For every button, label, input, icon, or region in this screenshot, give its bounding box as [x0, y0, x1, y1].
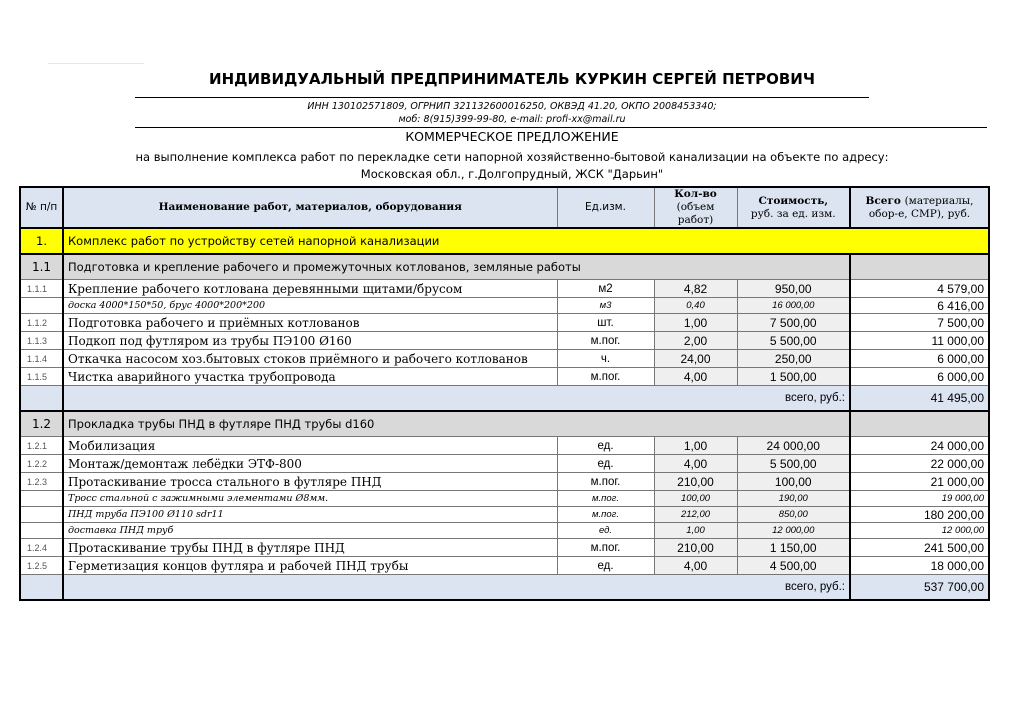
col-header-total-main: Всего — [865, 194, 901, 207]
row-unit: м3 — [557, 298, 654, 314]
section-title: Комплекс работ по устройству сетей напорной канализации — [63, 228, 989, 254]
row-total: 7 500,00 — [850, 314, 989, 332]
row-num: 1.2.5 — [20, 557, 63, 575]
row-num — [20, 491, 63, 507]
subsection-row-2 — [20, 411, 989, 437]
row-total: 19 000,00 — [850, 491, 989, 507]
row-name: Монтаж/демонтаж лебёдки ЭТФ-800 — [63, 455, 557, 473]
table-row — [20, 350, 989, 368]
row-num: 1.1.4 — [20, 350, 63, 368]
subsection-num: 1.2 — [20, 411, 63, 437]
row-name: Чистка аварийного участка трубопровода — [63, 368, 557, 386]
subsection-num: 1.1 — [20, 254, 63, 280]
subtotal-label: всего, руб.: — [63, 386, 850, 412]
row-total: 12 000,00 — [850, 523, 989, 539]
col-header-price-main: Стоимость, — [758, 194, 828, 207]
row-qty: 1,00 — [654, 437, 737, 455]
subtotal-blank — [20, 575, 63, 601]
section-num: 1. — [20, 228, 63, 254]
row-price: 850,00 — [737, 507, 850, 523]
table-row — [20, 523, 989, 539]
row-name: ПНД труба ПЭ100 Ø110 sdr11 — [63, 507, 557, 523]
row-name: Крепление рабочего котлована деревянными щитами/брусом — [63, 280, 557, 298]
row-qty: 210,00 — [654, 473, 737, 491]
row-price: 5 500,00 — [737, 455, 850, 473]
company-contacts: моб: 8(915)399-99-80, e-mail: profi-xx@mail.ru — [398, 114, 626, 125]
row-unit: м2 — [557, 280, 654, 298]
estimate-table — [19, 186, 990, 601]
table-row — [20, 557, 989, 575]
row-name: Тросс стальной с зажимными элементами Ø8мм. — [63, 491, 557, 507]
row-num: 1.2.3 — [20, 473, 63, 491]
row-unit: ч. — [557, 350, 654, 368]
row-price: 5 500,00 — [737, 332, 850, 350]
row-unit: м.пог. — [557, 473, 654, 491]
subsection-title: Прокладка трубы ПНД в футляре ПНД трубы d160 — [63, 411, 850, 437]
subject-line-1: на выполнение комплекса работ по перекладке сети напорной хозяйственно-бытовой канализации на объекте по адресу: — [135, 150, 889, 164]
col-header-qty — [654, 187, 737, 228]
col-header-total-paren2: обор-е, СМР), руб. — [868, 207, 971, 220]
row-qty: 1,00 — [654, 523, 737, 539]
row-name: Протаскивание трубы ПНД в футляре ПНД — [63, 539, 557, 557]
col-header-qty-main: Кол-во — [674, 188, 717, 200]
row-num: 1.2.4 — [20, 539, 63, 557]
subsection-row-1 — [20, 254, 989, 280]
subtotal-value: 41 495,00 — [850, 386, 989, 412]
row-total: 11 000,00 — [850, 332, 989, 350]
col-header-name: Наименование работ, материалов, оборудования — [63, 187, 557, 228]
table-row — [20, 455, 989, 473]
row-total: 22 000,00 — [850, 455, 989, 473]
table-row — [20, 368, 989, 386]
row-price: 1 150,00 — [737, 539, 850, 557]
row-num: 1.1.3 — [20, 332, 63, 350]
table-header-row — [20, 187, 989, 228]
row-qty: 4,00 — [654, 455, 737, 473]
row-name: доставка ПНД труб — [63, 523, 557, 539]
subsection-title: Подготовка и крепление рабочего и промежуточных котлованов, земляные работы — [63, 254, 850, 280]
row-unit: м.пог. — [557, 332, 654, 350]
row-total: 4 579,00 — [850, 280, 989, 298]
section-row — [20, 228, 989, 254]
subtotal-row-2 — [20, 575, 989, 601]
row-unit: м.пог. — [557, 507, 654, 523]
row-price: 7 500,00 — [737, 314, 850, 332]
table-row — [20, 298, 989, 314]
row-total: 6 000,00 — [850, 368, 989, 386]
table-row — [20, 473, 989, 491]
row-price: 950,00 — [737, 280, 850, 298]
row-unit: м.пог. — [557, 539, 654, 557]
row-unit: м.пог. — [557, 368, 654, 386]
col-header-qty-sub: (объем работ) — [676, 201, 715, 226]
row-price: 100,00 — [737, 473, 850, 491]
row-name: Мобилизация — [63, 437, 557, 455]
col-header-num: № п/п — [20, 187, 63, 228]
row-name: Герметизация концов футляра и рабочей ПНД трубы — [63, 557, 557, 575]
row-unit: шт. — [557, 314, 654, 332]
row-price: 16 000,00 — [737, 298, 850, 314]
row-total: 21 000,00 — [850, 473, 989, 491]
subtotal-blank — [20, 386, 63, 412]
row-price: 12 000,00 — [737, 523, 850, 539]
row-unit: м.пог. — [557, 491, 654, 507]
row-num: 1.2.1 — [20, 437, 63, 455]
document-title: КОММЕРЧЕСКОЕ ПРЕДЛОЖЕНИЕ — [405, 129, 619, 144]
table-row — [20, 314, 989, 332]
subtotal-label: всего, руб.: — [63, 575, 850, 601]
row-qty: 210,00 — [654, 539, 737, 557]
row-total: 241 500,00 — [850, 539, 989, 557]
row-qty: 4,00 — [654, 557, 737, 575]
header-rule-2 — [135, 127, 987, 128]
row-num — [20, 507, 63, 523]
row-name: Подкоп под футляром из трубы ПЭ100 Ø160 — [63, 332, 557, 350]
subtotal-row-1 — [20, 386, 989, 412]
row-qty: 1,00 — [654, 314, 737, 332]
row-num: 1.2.2 — [20, 455, 63, 473]
subtotal-value: 537 700,00 — [850, 575, 989, 601]
table-row — [20, 437, 989, 455]
row-num — [20, 523, 63, 539]
row-price: 250,00 — [737, 350, 850, 368]
row-name: Откачка насосом хоз.бытовых стоков приёмного и рабочего котлованов — [63, 350, 557, 368]
table-row — [20, 491, 989, 507]
row-unit: ед. — [557, 455, 654, 473]
col-header-unit: Ед.изм. — [557, 187, 654, 228]
row-total: 18 000,00 — [850, 557, 989, 575]
row-qty: 4,00 — [654, 368, 737, 386]
row-price: 4 500,00 — [737, 557, 850, 575]
subsection-blank — [850, 411, 989, 437]
col-header-price-sub: руб. за ед. изм. — [750, 207, 836, 220]
col-header-total-paren1: (материалы, — [904, 194, 974, 207]
col-header-total — [850, 187, 989, 228]
row-name: доска 4000*150*50, брус 4000*200*200 — [63, 298, 557, 314]
table-row — [20, 507, 989, 523]
row-qty: 100,00 — [654, 491, 737, 507]
row-unit: ед. — [557, 557, 654, 575]
table-row — [20, 280, 989, 298]
row-qty: 4,82 — [654, 280, 737, 298]
row-price: 190,00 — [737, 491, 850, 507]
row-qty: 2,00 — [654, 332, 737, 350]
row-unit: ед. — [557, 437, 654, 455]
row-total: 180 200,00 — [850, 507, 989, 523]
company-name: ИНДИВИДУАЛЬНЫЙ ПРЕДПРИНИМАТЕЛЬ КУРКИН СЕРГЕЙ ПЕТРОВИЧ — [209, 70, 815, 88]
subsection-blank — [850, 254, 989, 280]
row-num: 1.1.1 — [20, 280, 63, 298]
table-row — [20, 332, 989, 350]
row-qty: 0,40 — [654, 298, 737, 314]
row-total: 6 000,00 — [850, 350, 989, 368]
row-total: 6 416,00 — [850, 298, 989, 314]
row-qty: 212,00 — [654, 507, 737, 523]
row-num: 1.1.2 — [20, 314, 63, 332]
row-unit: ед. — [557, 523, 654, 539]
company-requisites: ИНН 130102571809, ОГРНИП 321132600016250, ОКВЭД 41.20, ОКПО 2008453340; — [307, 101, 717, 112]
header-rule — [135, 97, 869, 98]
col-header-price — [737, 187, 850, 228]
row-total: 24 000,00 — [850, 437, 989, 455]
row-name: Протаскивание тросса стального в футляре ПНД — [63, 473, 557, 491]
row-name: Подготовка рабочего и приёмных котлованов — [63, 314, 557, 332]
subject-line-2: Московская обл., г.Долгопрудный, ЖСК "Дарьин" — [360, 167, 664, 181]
row-price: 1 500,00 — [737, 368, 850, 386]
row-num — [20, 298, 63, 314]
top-decor-line — [48, 63, 144, 64]
table-row — [20, 539, 989, 557]
row-price: 24 000,00 — [737, 437, 850, 455]
row-num: 1.1.5 — [20, 368, 63, 386]
row-qty: 24,00 — [654, 350, 737, 368]
